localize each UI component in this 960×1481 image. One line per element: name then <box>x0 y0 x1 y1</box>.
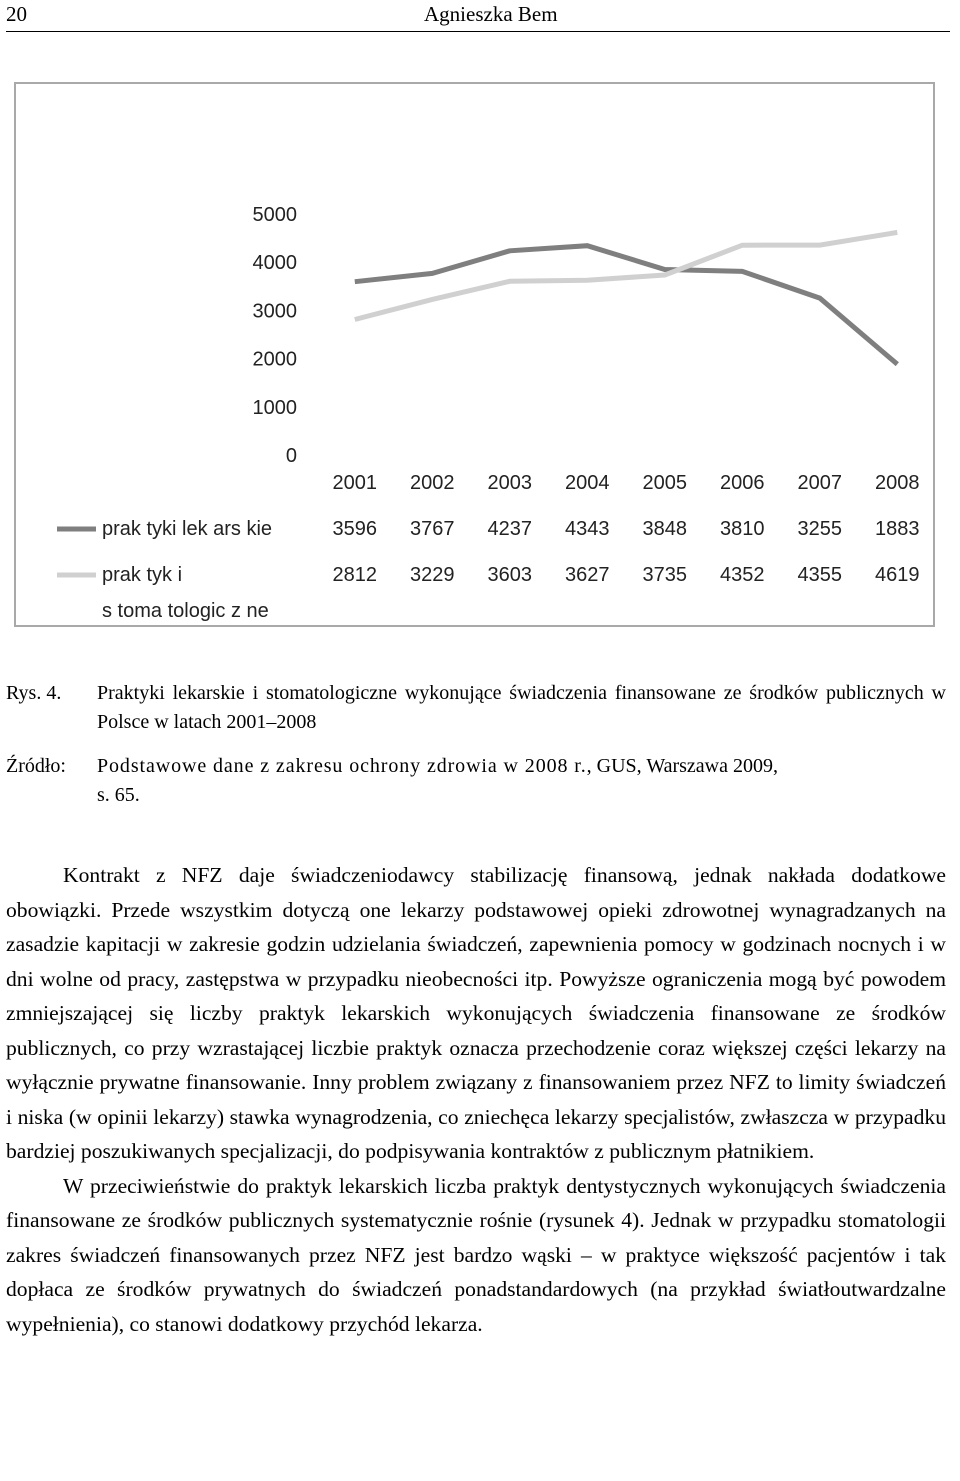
x-category-label: 2007 <box>797 472 842 494</box>
legend-label: prak tyki lek ars kie <box>102 518 273 540</box>
y-tick-label: 0 <box>285 445 297 467</box>
y-tick-label: 3000 <box>252 300 297 323</box>
data-label: 4352 <box>720 564 765 586</box>
series-line-1 <box>355 246 898 365</box>
running-title: Agnieszka Bem <box>424 2 558 26</box>
data-label: 4619 <box>875 564 920 586</box>
data-label: 3735 <box>642 564 687 586</box>
x-category-label: 2002 <box>410 472 455 494</box>
data-label: 3596 <box>332 518 377 540</box>
data-label: 4355 <box>797 564 842 586</box>
series-line-2 <box>355 232 898 319</box>
data-label: 3229 <box>410 564 455 586</box>
source-label: Źródło: <box>6 755 66 777</box>
paragraph: Kontrakt z NFZ daje świadczeniodawcy stabilizację finansową, jednak nakłada dodatkowe obowiązki. Przede wszystkim dotyczą one lekarzy podstawowej opieki zdrowotnej wynagradzanych na zasadzie kapitacji w zakresie godzin udzielania świadczeń, zapewnienia pomocy w godzinach nocnych i w dni wolne od pracy, zastępstwa w przypadku nieobecności itp. Powyższe ograniczenia mogą być powodem zmniejszającej się liczby praktyk lekarskich wykonujących świadczenia finansowane ze środków publicznych, co przy wzrastającej liczbie praktyk oznacza przechodzenie coraz większej części lekarzy na wyłącznie prywatne finansowanie. Inny problem związany z finansowaniem przez NFZ to limity świadczeń i niska (w opinii lekarzy) stawka wynagrodzenia, co zniechęca lekarzy specjalistów, zwłaszcza w przypadku bardziej poszukiwanych specjalizacji, do podpisywania kontraktów z publicznym płatnikiem. <box>6 863 946 1163</box>
figure-title: Praktyki lekarskie i stomatologiczne wykonujące świadczenia finansowane ze środków publicznych w Polsce w latach 2001–2008 <box>97 682 946 733</box>
x-category-label: 2001 <box>332 472 377 494</box>
x-category-label: 2005 <box>642 472 687 494</box>
data-label: 4237 <box>487 518 532 540</box>
y-tick-label: 4000 <box>252 252 297 275</box>
data-label: 1883 <box>875 518 920 540</box>
x-category-label: 2008 <box>875 472 920 494</box>
source-pages: s. 65. <box>97 784 140 806</box>
running-head <box>6 0 950 32</box>
figure-label: Rys. 4. <box>6 682 62 704</box>
source-title: Podstawowe dane z zakresu ochrony zdrowia w 2008 r. <box>97 755 587 777</box>
data-label: 3848 <box>642 518 687 540</box>
body-text <box>6 858 946 1341</box>
paragraph: W przeciwieństwie do praktyk lekarskich liczba praktyk dentystycznych wykonujących świadczenia finansowane ze środków publicznych systematycznie rośnie (rysunek 4). Jednak w przypadku stomatologii zakres świadczeń finansowanych przez NFZ jest bardzo wąski – w praktyce większość pacjentów i tak dopłaca ze środków prywatnych do świadczeń ponadstandardowych (na przykład światłoutwardzalne wypełnienia), co stanowi dodatkowy przychód lekarza. <box>6 1173 946 1336</box>
source-publisher: , GUS, Warszawa 2009, <box>586 755 778 777</box>
figure-caption <box>0 679 960 739</box>
x-category-label: 2004 <box>565 472 610 494</box>
x-category-label: 2003 <box>487 472 532 494</box>
page-number: 20 <box>6 2 27 26</box>
source-note <box>0 752 960 812</box>
data-label: 3627 <box>565 564 610 586</box>
data-label: 2812 <box>332 564 377 586</box>
data-label: 3255 <box>797 518 842 540</box>
data-label: 3810 <box>720 518 765 540</box>
data-label: 3767 <box>410 518 455 540</box>
y-tick-label: 1000 <box>252 396 297 419</box>
legend-label: s toma tologic z ne <box>102 600 269 622</box>
data-label: 3603 <box>487 564 532 586</box>
chart-frame <box>14 82 935 627</box>
y-tick-label: 5000 <box>252 204 297 226</box>
x-category-label: 2006 <box>720 472 765 494</box>
legend-label: prak tyk i <box>102 564 183 586</box>
data-label: 4343 <box>565 518 610 540</box>
source-text <box>97 752 946 810</box>
line-chart <box>16 84 933 625</box>
y-tick-label: 2000 <box>252 348 297 371</box>
